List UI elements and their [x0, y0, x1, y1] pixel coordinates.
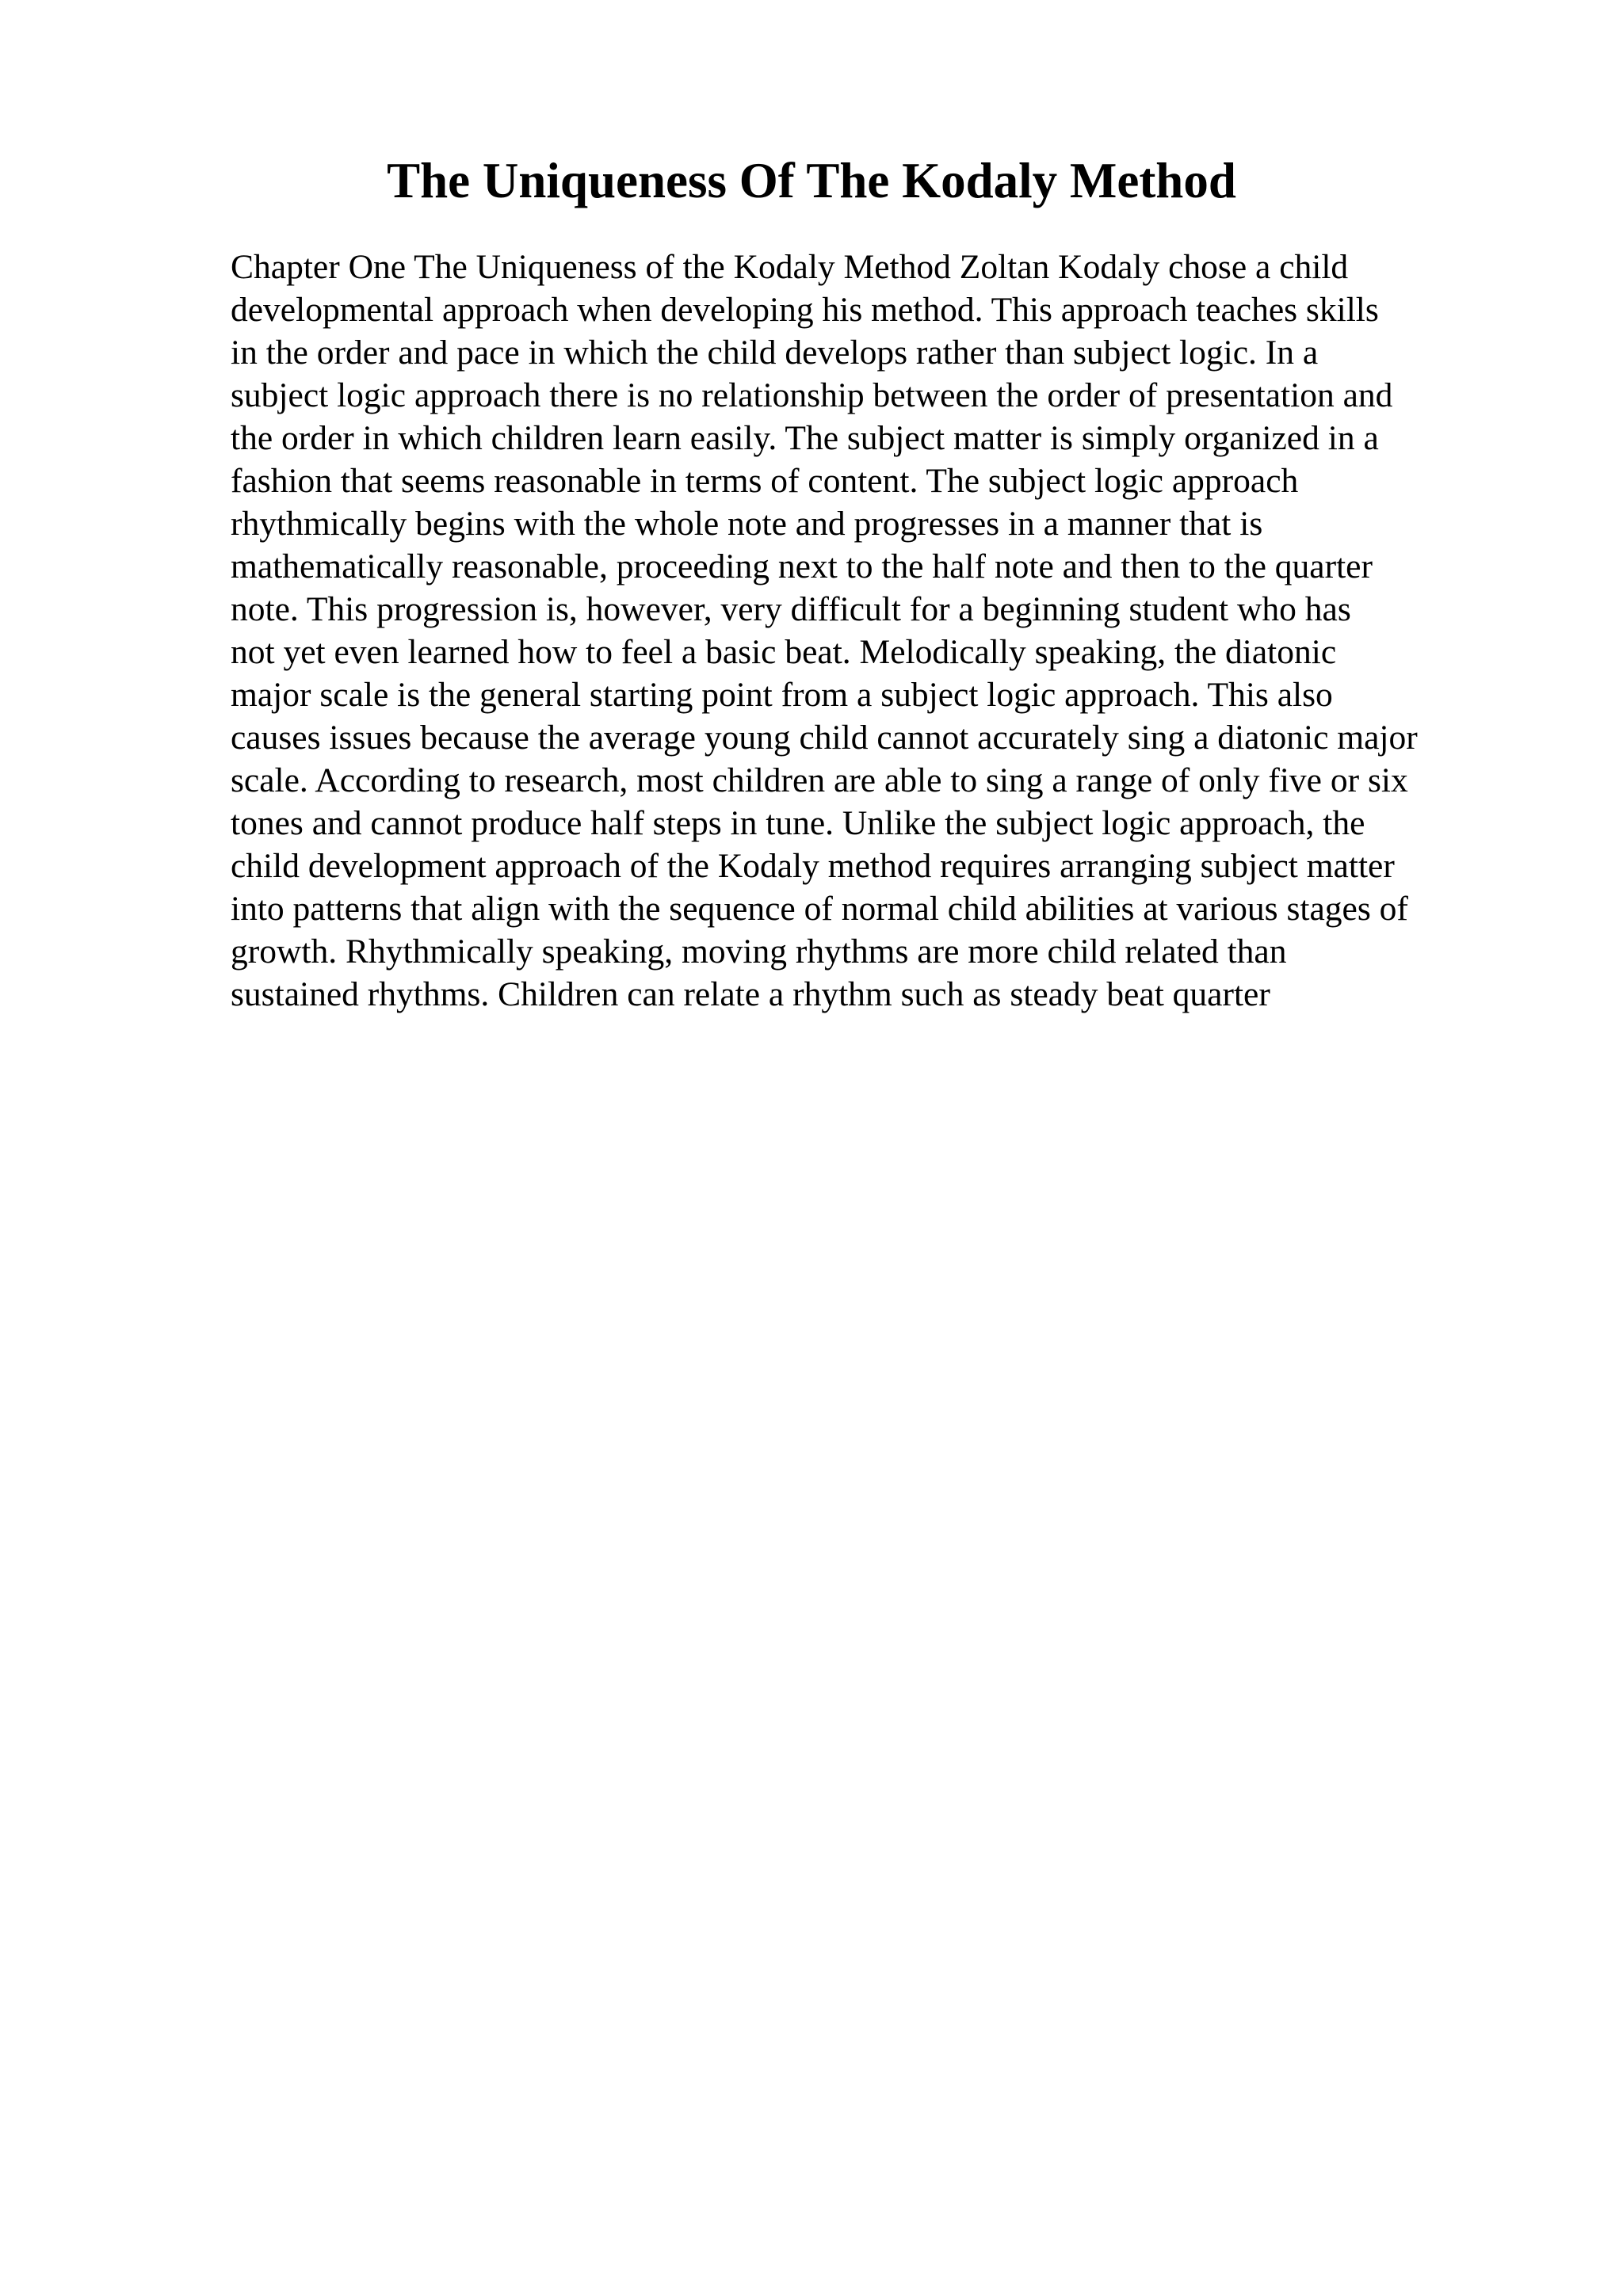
body-line: in the order and pace in which the child develops rather than subject logic. In a — [231, 334, 1319, 372]
body-line: subject logic approach there is no relationship between the order of presentation and — [231, 376, 1393, 414]
body-line: major scale is the general starting point from a subject logic approach. This also — [231, 676, 1333, 714]
body-line: tones and cannot produce half steps in tune. Unlike the subject logic approach, the — [231, 804, 1365, 842]
body-line: sustained rhythms. Children can relate a rhythm such as steady beat quarter — [231, 975, 1270, 1013]
body-line: rhythmically begins with the whole note and progresses in a manner that is — [231, 505, 1263, 543]
body-line: Chapter One The Uniqueness of the Kodaly Method Zoltan Kodaly chose a child — [231, 248, 1349, 286]
document-title: The Uniqueness Of The Kodaly Method — [387, 153, 1236, 208]
body-line: mathematically reasonable, proceeding next to the half note and then to the quarter — [231, 547, 1373, 585]
body-line: not yet even learned how to feel a basic beat. Melodically speaking, the diatonic — [231, 633, 1337, 671]
body-line: scale. According to research, most children are able to sing a range of only five or six — [231, 761, 1408, 799]
body-line: causes issues because the average young child cannot accurately sing a diatonic major — [231, 719, 1418, 757]
body-line: developmental approach when developing his method. This approach teaches skills — [231, 291, 1379, 329]
body-line: fashion that seems reasonable in terms of content. The subject logic approach — [231, 462, 1299, 500]
document-body — [231, 246, 1514, 1016]
body-line: growth. Rhythmically speaking, moving rhythms are more child related than — [231, 933, 1287, 971]
body-line: the order in which children learn easily. The subject matter is simply organized in a — [231, 419, 1379, 457]
body-line: note. This progression is, however, very difficult for a beginning student who has — [231, 590, 1351, 628]
body-line: into patterns that align with the sequence of normal child abilities at various stages of — [231, 890, 1408, 928]
body-line: child development approach of the Kodaly method requires arranging subject matter — [231, 847, 1395, 885]
